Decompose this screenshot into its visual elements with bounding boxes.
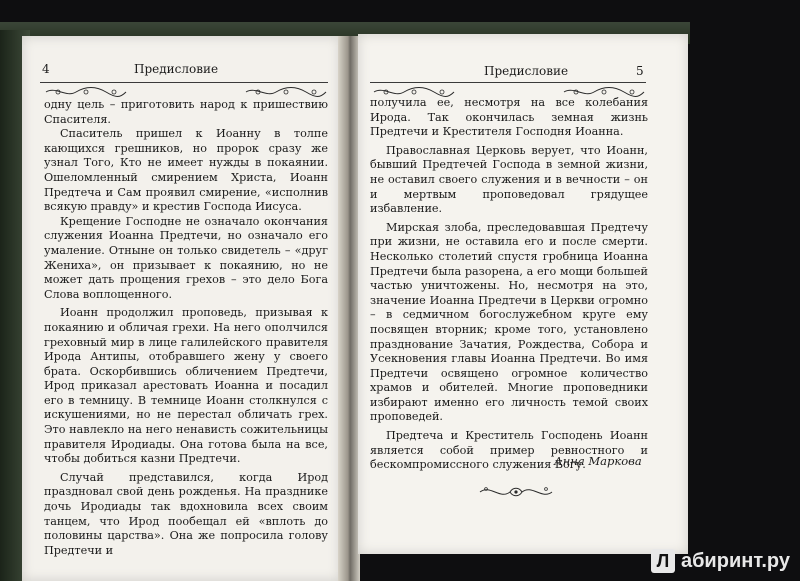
- left-header-rule: [40, 82, 328, 83]
- left-running-title: Предисловие: [134, 62, 219, 76]
- author-signature: Анна Маркова: [554, 454, 642, 468]
- book-spine: [338, 36, 360, 581]
- right-page-number: 5: [636, 64, 644, 78]
- right-page: [358, 34, 688, 554]
- left-page: [22, 36, 340, 581]
- paragraph: Православная Церковь верует, что Иоанн, бывший Предтечей Господа в земной жизни, не оставил своего служения и в вечности – он и мертвым проповедовал грядущее избавление.: [370, 143, 648, 216]
- right-running-title: Предисловие: [484, 64, 569, 78]
- paragraph: Мирская злоба, преследовавшая Предтечу при жизни, не оставила его и после смерти. Несколько столетий спустя гробница Иоанна Предтечи была разорена, а его мощи большей частью уничтожены. Но, несмотря на это, значение Иоанна Предтечи в Церкви огромно – в седмичном богослужебном круге ему посвящен вторник; кроме того, установлено празднование Зачатия, Рождества, Собора и Усекновения главы Иоанна Предтечи. Во имя Предтечи освящено огромное количество храмов и обителей. Многие проповедники избирают именно его личность темой своих проповедей.: [370, 220, 648, 424]
- left-page-text: [44, 98, 328, 558]
- left-page-number: 4: [42, 62, 50, 76]
- labirint-watermark: [651, 547, 790, 575]
- right-header-rule: [370, 82, 646, 83]
- paragraph: Спаситель пришел к Иоанну в толпе кающихся грешников, но пророк сразу же узнал Того, Кто не имеет нужды в покаянии. Ошеломленный смирением Христа, Иоанн Предтеча и Сам проявил смирение, «исполнив всякую правду» и крестив Господа Иисуса.: [44, 127, 328, 214]
- paragraph: Предтеча и Креститель Господень Иоанн является собой пример ревностного и бескомпромиссного служения Богу.: [370, 429, 648, 472]
- watermark-text: абиринт.ру: [680, 549, 790, 572]
- closing-ornament: [476, 484, 556, 500]
- left-header-ornament-right: [244, 86, 328, 98]
- paragraph: одну цель – приготовить народ к пришествию Спасителя.: [44, 98, 328, 126]
- paragraph: получила ее, несмотря на все колебания Ирода. Так окончилась земная жизнь Предтечи и Крестителя Господня Иоанна.: [370, 96, 648, 139]
- paragraph: Случай представился, когда Ирод праздновал свой день рожденья. На празднике дочь Иродиады так вдохновила всех своим танцем, что Ирод пообещал ей «вплоть до половины царства». Она же попросила голову Предтечи и: [44, 470, 328, 557]
- paragraph: Иоанн продолжил проповедь, призывая к покаянию и обличая грехи. На него ополчился греховный мир в лице галилейского правителя Ирода Антипы, отобравшего жену у своего брата. Оскорбившись обличением Предтечи, Ирод приказал арестовать Иоанна и посадил его в темницу. В темнице Иоанн столкнулся с искушениями, но не перестал обличать грех. Это навлекло на него ненависть сожительницы правителя Иродиады. Она готова была на все, чтобы добиться казни Предтечи.: [44, 306, 328, 466]
- right-page-text: [370, 96, 648, 473]
- left-header-ornament-left: [44, 86, 128, 98]
- paragraph: Крещение Господне не означало окончания служения Иоанна Предтечи, но означало его умаление. Отныне он только свидетель – «друг Жениха», он призывает к покаянию, но не может дать прощения грехов – это дело Бога Слова воплощенного.: [44, 214, 328, 301]
- labirint-logo-icon: Л: [651, 549, 675, 573]
